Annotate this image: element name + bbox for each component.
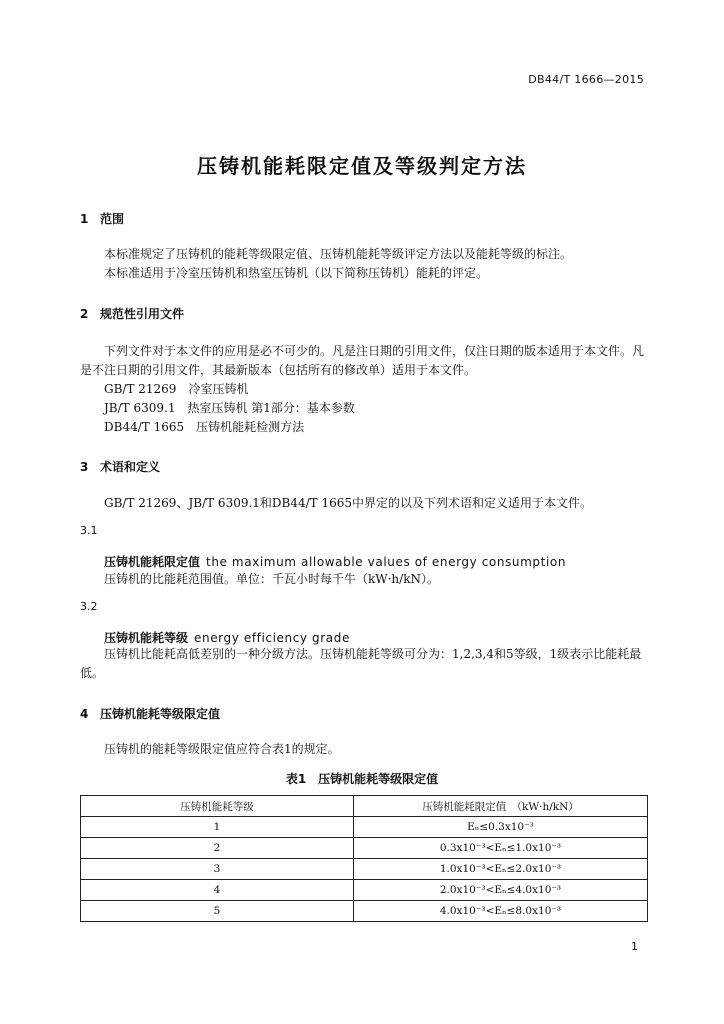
section-number: 3 [80, 460, 89, 474]
section-4-heading [80, 705, 220, 722]
term-number: 3.1 [80, 524, 98, 537]
term-english: energy efficiency grade [194, 631, 350, 645]
section-number: 4 [80, 707, 89, 721]
reference-item: JB/T 6309.1 热室压铸机 第1部分：基本参数 [104, 401, 355, 415]
grade-cell: 1 [81, 817, 354, 838]
term-english: the maximum allowable values of energy consumption [206, 555, 567, 569]
term-heading [104, 553, 566, 570]
term-heading [104, 629, 350, 646]
grade-cell: 5 [81, 901, 354, 922]
document-title: 压铸机能耗限定值及等级判定方法 [197, 154, 527, 178]
table-header-cell: 压铸机能耗等级 [81, 796, 354, 817]
term-definition: 压铸机比能耗高低差别的一种分级方法。压铸机能耗等级可分为：1,2,3,4和5等级，1级表示比能耗最低。 [80, 647, 642, 680]
section-number: 2 [80, 307, 89, 321]
term-chinese: 压铸机能耗限定值 [104, 555, 201, 569]
section-number: 1 [80, 212, 89, 226]
table-row [81, 901, 648, 922]
section-2-heading [80, 305, 184, 322]
paragraph: 本标准适用于冷室压铸机和热室压铸机（以下简称压铸机）能耗的评定。 [104, 266, 489, 280]
term-number: 3.2 [80, 600, 98, 613]
section-title: 术语和定义 [100, 460, 161, 474]
paragraph: 压铸机的能耗等级限定值应符合表1的规定。 [104, 742, 340, 756]
section-title: 规范性引用文件 [100, 307, 185, 321]
grade-cell: 2 [81, 838, 354, 859]
term-definition: 压铸机的比能耗范围值。单位：千瓦小时每千牛（kW·h/kN）。 [104, 572, 439, 586]
table-row [81, 880, 648, 901]
document-code: DB44/T 1666—2015 [528, 73, 644, 86]
grade-cell: 3 [81, 859, 354, 880]
page-number: 1 [631, 940, 638, 953]
term-chinese: 压铸机能耗等级 [104, 631, 189, 645]
limit-cell: 0.3x10⁻³<Eₙ≤1.0x10⁻³ [354, 838, 648, 859]
table-row [81, 817, 648, 838]
reference-item: DB44/T 1665 压铸机能耗检测方法 [104, 420, 305, 434]
limit-cell: 1.0x10⁻³<Eₙ≤2.0x10⁻³ [354, 859, 648, 880]
section-3-heading [80, 458, 160, 475]
table-header-row [81, 796, 648, 817]
section-1-heading [80, 210, 124, 227]
limit-cell: 4.0x10⁻³<Eₙ≤8.0x10⁻³ [354, 901, 648, 922]
section-title: 范围 [100, 212, 125, 226]
paragraph: GB/T 21269、JB/T 6309.1和DB44/T 1665中界定的以及下列术语和定义适用于本文件。 [104, 496, 593, 510]
paragraph: 本标准规定了压铸机的能耗等级限定值、压铸机能耗等级评定方法以及能耗等级的标注。 [104, 247, 573, 261]
table-header-cell: 压铸机能耗限定值 （kW·h/kN） [354, 796, 648, 817]
table-row [81, 838, 648, 859]
reference-item: GB/T 21269 冷室压铸机 [104, 382, 249, 396]
paragraph: 下列文件对于本文件的应用是必不可少的。凡是注日期的引用文件，仅注日期的版本适用于本文件。凡是不注日期的引用文件，其最新版本（包括所有的修改单）适用于本文件。 [80, 344, 645, 377]
limit-cell: 2.0x10⁻³<Eₙ≤4.0x10⁻³ [354, 880, 648, 901]
energy-grade-table [80, 795, 648, 922]
section-title: 压铸机能耗等级限定值 [100, 707, 221, 721]
table-row [81, 859, 648, 880]
limit-cell: Eₙ≤0.3x10⁻³ [354, 817, 648, 838]
grade-cell: 4 [81, 880, 354, 901]
table-caption: 表1 压铸机能耗等级限定值 [285, 772, 439, 786]
